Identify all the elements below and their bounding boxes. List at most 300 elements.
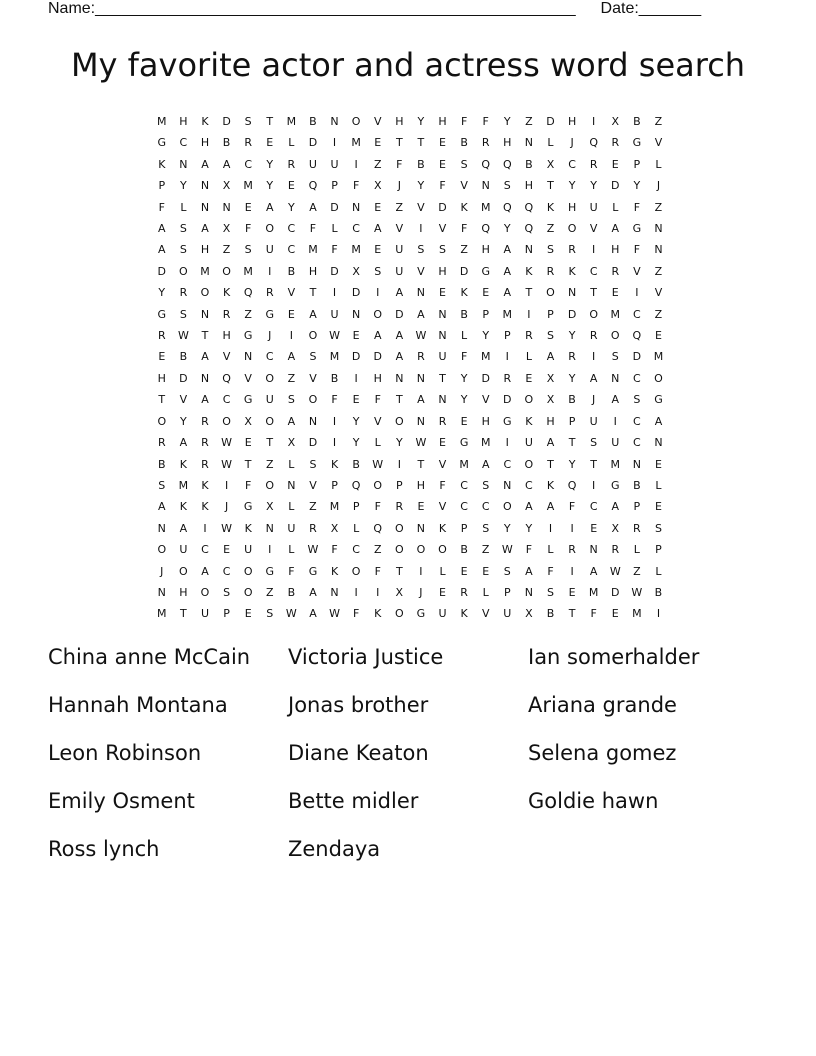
grid-cell[interactable]: P bbox=[633, 500, 641, 514]
grid-cell[interactable]: M bbox=[157, 115, 167, 128]
grid-cell[interactable]: I bbox=[332, 414, 337, 428]
grid-cell[interactable]: N bbox=[524, 136, 533, 150]
grid-cell[interactable]: B bbox=[179, 350, 188, 364]
grid-cell[interactable]: W bbox=[631, 585, 643, 599]
grid-cell[interactable]: M bbox=[157, 607, 167, 621]
grid-cell[interactable]: F bbox=[439, 179, 446, 193]
grid-cell[interactable]: Y bbox=[568, 457, 576, 471]
grid-cell[interactable]: W bbox=[307, 543, 319, 557]
grid-cell[interactable]: I bbox=[224, 478, 229, 492]
grid-cell[interactable]: B bbox=[287, 585, 296, 599]
grid-cell[interactable]: F bbox=[288, 564, 295, 578]
grid-cell[interactable]: T bbox=[590, 286, 598, 300]
grid-cell[interactable]: L bbox=[482, 585, 489, 599]
grid-cell[interactable]: H bbox=[503, 136, 512, 150]
grid-cell[interactable]: E bbox=[611, 286, 619, 300]
grid-cell[interactable]: U bbox=[503, 607, 512, 621]
grid-cell[interactable]: R bbox=[633, 521, 641, 535]
grid-cell[interactable]: E bbox=[654, 329, 662, 343]
grid-cell[interactable]: X bbox=[222, 179, 231, 193]
grid-cell[interactable]: M bbox=[243, 179, 253, 193]
grid-cell[interactable]: S bbox=[287, 393, 295, 407]
grid-cell[interactable]: W bbox=[221, 436, 233, 450]
grid-cell[interactable]: I bbox=[592, 243, 596, 257]
grid-cell[interactable]: S bbox=[309, 457, 317, 471]
grid-cell[interactable]: E bbox=[654, 500, 662, 514]
grid-cell[interactable]: S bbox=[546, 585, 554, 599]
grid-cell[interactable]: A bbox=[309, 200, 317, 214]
grid-cell[interactable]: U bbox=[438, 350, 447, 364]
grid-cell[interactable]: Y bbox=[417, 115, 425, 128]
grid-cell[interactable]: Q bbox=[524, 222, 534, 236]
grid-cell[interactable]: E bbox=[439, 286, 446, 300]
grid-cell[interactable]: T bbox=[525, 286, 533, 300]
grid-cell[interactable]: Y bbox=[525, 521, 533, 535]
grid-cell[interactable]: I bbox=[592, 478, 596, 492]
grid-cell[interactable]: O bbox=[200, 286, 210, 300]
grid-cell[interactable]: K bbox=[330, 564, 339, 578]
grid-cell[interactable]: R bbox=[568, 350, 576, 364]
grid-cell[interactable]: U bbox=[265, 393, 274, 407]
grid-cell[interactable]: D bbox=[632, 350, 642, 364]
grid-cell[interactable]: E bbox=[244, 200, 252, 214]
grid-cell[interactable]: O bbox=[243, 585, 253, 599]
grid-cell[interactable]: B bbox=[222, 136, 231, 150]
grid-cell[interactable]: N bbox=[352, 307, 361, 321]
grid-cell[interactable]: C bbox=[460, 500, 468, 514]
grid-cell[interactable]: G bbox=[481, 264, 490, 278]
grid-cell[interactable]: A bbox=[395, 286, 404, 300]
grid-cell[interactable]: K bbox=[525, 264, 533, 278]
grid-cell[interactable]: M bbox=[243, 264, 253, 278]
grid-cell[interactable]: P bbox=[352, 500, 360, 514]
grid-cell[interactable]: Z bbox=[373, 543, 382, 557]
grid-cell[interactable]: D bbox=[438, 200, 447, 214]
grid-cell[interactable]: R bbox=[589, 329, 598, 343]
grid-cell[interactable]: E bbox=[352, 393, 360, 407]
grid-cell[interactable]: I bbox=[592, 350, 596, 364]
grid-cell[interactable]: C bbox=[633, 436, 641, 450]
grid-cell[interactable]: Y bbox=[568, 371, 576, 385]
grid-cell[interactable]: Q bbox=[481, 222, 491, 236]
grid-cell[interactable]: L bbox=[655, 478, 662, 492]
grid-cell[interactable]: B bbox=[309, 115, 317, 128]
grid-cell[interactable]: Q bbox=[502, 157, 512, 171]
grid-cell[interactable]: A bbox=[503, 264, 512, 278]
grid-cell[interactable]: X bbox=[244, 414, 252, 428]
grid-cell[interactable]: T bbox=[180, 607, 187, 621]
grid-cell[interactable]: O bbox=[394, 414, 404, 428]
grid-cell[interactable]: N bbox=[330, 115, 339, 128]
grid-cell[interactable]: U bbox=[395, 264, 404, 278]
grid-cell[interactable]: L bbox=[331, 222, 338, 236]
grid-cell[interactable]: J bbox=[570, 136, 574, 150]
grid-cell[interactable]: W bbox=[372, 457, 384, 471]
grid-cell[interactable]: C bbox=[589, 264, 598, 278]
grid-cell[interactable]: W bbox=[221, 457, 233, 471]
grid-cell[interactable]: U bbox=[611, 436, 620, 450]
grid-cell[interactable]: Z bbox=[373, 157, 382, 171]
grid-cell[interactable]: H bbox=[567, 200, 577, 214]
grid-cell[interactable]: O bbox=[524, 457, 534, 471]
grid-cell[interactable]: Y bbox=[503, 521, 511, 535]
grid-cell[interactable]: E bbox=[568, 585, 576, 599]
grid-cell[interactable]: S bbox=[158, 478, 166, 492]
grid-cell[interactable]: I bbox=[570, 564, 574, 578]
grid-cell[interactable]: Y bbox=[503, 222, 511, 236]
grid-cell[interactable]: A bbox=[417, 307, 425, 321]
grid-cell[interactable]: O bbox=[308, 393, 318, 407]
grid-cell[interactable]: E bbox=[439, 157, 446, 171]
grid-cell[interactable]: R bbox=[460, 585, 468, 599]
grid-cell[interactable]: B bbox=[568, 393, 576, 407]
grid-cell[interactable]: T bbox=[590, 457, 598, 471]
grid-cell[interactable]: S bbox=[223, 585, 231, 599]
grid-cell[interactable]: E bbox=[244, 436, 252, 450]
grid-cell[interactable]: D bbox=[330, 264, 339, 278]
grid-cell[interactable]: O bbox=[373, 478, 383, 492]
grid-cell[interactable]: V bbox=[417, 200, 425, 214]
grid-cell[interactable]: M bbox=[178, 478, 189, 492]
grid-cell[interactable]: N bbox=[438, 329, 447, 343]
grid-cell[interactable]: T bbox=[395, 393, 403, 407]
grid-cell[interactable]: A bbox=[589, 371, 598, 385]
grid-cell[interactable]: C bbox=[633, 307, 641, 321]
grid-cell[interactable]: O bbox=[502, 500, 512, 514]
grid-cell[interactable]: I bbox=[332, 136, 337, 150]
grid-cell[interactable]: H bbox=[157, 371, 166, 385]
grid-cell[interactable]: A bbox=[395, 350, 404, 364]
grid-cell[interactable]: R bbox=[395, 500, 404, 514]
grid-cell[interactable]: H bbox=[222, 329, 231, 343]
grid-cell[interactable]: U bbox=[330, 157, 339, 171]
grid-cell[interactable]: T bbox=[395, 136, 403, 150]
grid-cell[interactable]: S bbox=[654, 521, 662, 535]
grid-cell[interactable]: N bbox=[589, 543, 598, 557]
grid-cell[interactable]: X bbox=[546, 393, 555, 407]
grid-cell[interactable]: N bbox=[330, 585, 339, 599]
grid-cell[interactable]: N bbox=[416, 286, 426, 300]
grid-cell[interactable]: Z bbox=[481, 543, 490, 557]
grid-cell[interactable]: M bbox=[459, 457, 469, 471]
grid-cell[interactable]: X bbox=[330, 521, 339, 535]
grid-cell[interactable]: H bbox=[395, 115, 404, 128]
grid-cell[interactable]: Q bbox=[222, 371, 231, 385]
grid-cell[interactable]: S bbox=[546, 329, 554, 343]
grid-cell[interactable]: B bbox=[633, 115, 641, 128]
grid-cell[interactable]: M bbox=[200, 264, 210, 278]
grid-cell[interactable]: U bbox=[589, 200, 598, 214]
grid-cell[interactable]: A bbox=[589, 564, 598, 578]
grid-cell[interactable]: D bbox=[546, 115, 555, 128]
grid-cell[interactable]: Z bbox=[287, 371, 296, 385]
grid-cell[interactable]: D bbox=[373, 350, 382, 364]
grid-cell[interactable]: I bbox=[570, 521, 574, 535]
grid-cell[interactable]: Y bbox=[568, 179, 576, 193]
grid-cell[interactable]: M bbox=[588, 585, 599, 599]
grid-cell[interactable]: F bbox=[396, 157, 403, 171]
grid-cell[interactable]: D bbox=[157, 264, 167, 278]
grid-cell[interactable]: H bbox=[308, 264, 318, 278]
grid-cell[interactable]: Z bbox=[395, 200, 404, 214]
grid-cell[interactable]: V bbox=[417, 264, 425, 278]
grid-cell[interactable]: D bbox=[567, 307, 577, 321]
grid-cell[interactable]: O bbox=[222, 414, 231, 428]
grid-cell[interactable]: R bbox=[222, 307, 231, 321]
grid-cell[interactable]: E bbox=[611, 607, 619, 621]
grid-cell[interactable]: C bbox=[201, 543, 209, 557]
grid-cell[interactable]: L bbox=[353, 521, 360, 535]
grid-cell[interactable]: V bbox=[373, 414, 382, 428]
grid-cell[interactable]: Z bbox=[654, 115, 663, 128]
grid-cell[interactable]: O bbox=[524, 393, 534, 407]
grid-cell[interactable]: W bbox=[329, 329, 340, 343]
grid-cell[interactable]: N bbox=[395, 371, 404, 385]
grid-cell[interactable]: A bbox=[179, 436, 188, 450]
grid-cell[interactable]: R bbox=[611, 543, 620, 557]
grid-cell[interactable]: C bbox=[222, 393, 231, 407]
grid-cell[interactable]: L bbox=[461, 329, 468, 343]
grid-cell[interactable]: S bbox=[633, 393, 641, 407]
grid-cell[interactable]: K bbox=[158, 157, 166, 171]
grid-cell[interactable]: N bbox=[654, 222, 663, 236]
grid-cell[interactable]: B bbox=[158, 457, 166, 471]
grid-cell[interactable]: J bbox=[224, 500, 229, 514]
grid-cell[interactable]: L bbox=[180, 200, 187, 214]
grid-cell[interactable]: V bbox=[481, 607, 490, 621]
grid-cell[interactable]: P bbox=[633, 157, 641, 171]
grid-cell[interactable]: V bbox=[373, 115, 382, 128]
grid-cell[interactable]: F bbox=[439, 478, 446, 492]
grid-cell[interactable]: Y bbox=[395, 436, 403, 450]
grid-cell[interactable]: F bbox=[633, 243, 641, 257]
grid-cell[interactable]: I bbox=[505, 350, 509, 364]
grid-cell[interactable]: S bbox=[309, 350, 317, 364]
grid-cell[interactable]: A bbox=[266, 200, 274, 214]
grid-cell[interactable]: Q bbox=[481, 157, 491, 171]
grid-cell[interactable]: V bbox=[222, 350, 231, 364]
grid-cell[interactable]: N bbox=[200, 307, 210, 321]
grid-cell[interactable]: E bbox=[439, 436, 446, 450]
grid-cell[interactable]: N bbox=[200, 200, 210, 214]
grid-cell[interactable]: I bbox=[419, 222, 423, 236]
grid-cell[interactable]: Z bbox=[654, 200, 663, 214]
grid-cell[interactable]: H bbox=[179, 585, 188, 599]
grid-cell[interactable]: R bbox=[417, 350, 425, 364]
grid-cell[interactable]: N bbox=[157, 521, 166, 535]
grid-cell[interactable]: K bbox=[201, 115, 209, 128]
grid-cell[interactable]: D bbox=[308, 436, 318, 450]
grid-cell[interactable]: S bbox=[417, 243, 425, 257]
grid-cell[interactable]: B bbox=[330, 371, 339, 385]
grid-cell[interactable]: J bbox=[592, 393, 596, 407]
grid-cell[interactable]: Y bbox=[180, 179, 187, 193]
grid-cell[interactable]: U bbox=[589, 414, 598, 428]
grid-cell[interactable]: V bbox=[395, 222, 404, 236]
grid-cell[interactable]: E bbox=[374, 136, 382, 150]
grid-cell[interactable]: M bbox=[653, 350, 664, 364]
grid-cell[interactable]: M bbox=[351, 136, 361, 150]
grid-cell[interactable]: T bbox=[266, 436, 274, 450]
grid-cell[interactable]: A bbox=[373, 222, 382, 236]
grid-cell[interactable]: X bbox=[222, 222, 231, 236]
grid-cell[interactable]: H bbox=[546, 414, 555, 428]
grid-cell[interactable]: O bbox=[416, 543, 426, 557]
grid-cell[interactable]: A bbox=[201, 393, 209, 407]
grid-cell[interactable]: Y bbox=[460, 371, 468, 385]
grid-cell[interactable]: O bbox=[157, 543, 167, 557]
grid-cell[interactable]: O bbox=[157, 414, 167, 428]
grid-cell[interactable]: V bbox=[438, 457, 447, 471]
grid-cell[interactable]: H bbox=[200, 243, 210, 257]
grid-cell[interactable]: A bbox=[309, 307, 317, 321]
grid-cell[interactable]: B bbox=[287, 264, 296, 278]
grid-cell[interactable]: F bbox=[245, 222, 252, 236]
grid-cell[interactable]: R bbox=[244, 136, 252, 150]
grid-cell[interactable]: E bbox=[158, 350, 166, 364]
grid-cell[interactable]: Y bbox=[460, 393, 468, 407]
grid-cell[interactable]: A bbox=[525, 500, 533, 514]
grid-cell[interactable]: F bbox=[331, 543, 338, 557]
grid-cell[interactable]: D bbox=[351, 286, 361, 300]
grid-cell[interactable]: Y bbox=[266, 157, 274, 171]
grid-cell[interactable]: V bbox=[309, 371, 317, 385]
grid-cell[interactable]: O bbox=[265, 414, 275, 428]
grid-cell[interactable]: Z bbox=[265, 457, 274, 471]
grid-cell[interactable]: T bbox=[417, 457, 425, 471]
grid-cell[interactable]: X bbox=[373, 179, 382, 193]
grid-cell[interactable]: L bbox=[547, 136, 554, 150]
grid-cell[interactable]: A bbox=[546, 350, 555, 364]
grid-cell[interactable]: E bbox=[374, 243, 382, 257]
grid-cell[interactable]: R bbox=[546, 264, 555, 278]
grid-cell[interactable]: I bbox=[354, 157, 358, 171]
grid-cell[interactable]: L bbox=[633, 543, 640, 557]
grid-cell[interactable]: B bbox=[352, 457, 360, 471]
grid-cell[interactable]: F bbox=[331, 243, 338, 257]
grid-cell[interactable]: K bbox=[244, 521, 252, 535]
grid-cell[interactable]: A bbox=[201, 157, 209, 171]
grid-cell[interactable]: E bbox=[654, 457, 662, 471]
grid-cell[interactable]: Y bbox=[287, 200, 295, 214]
grid-cell[interactable]: A bbox=[201, 222, 209, 236]
grid-cell[interactable]: U bbox=[265, 243, 274, 257]
grid-cell[interactable]: T bbox=[266, 115, 274, 128]
grid-cell[interactable]: D bbox=[222, 115, 231, 128]
grid-cell[interactable]: M bbox=[329, 350, 340, 364]
grid-cell[interactable]: E bbox=[525, 371, 533, 385]
grid-cell[interactable]: G bbox=[265, 564, 275, 578]
grid-cell[interactable]: I bbox=[332, 436, 337, 450]
grid-cell[interactable]: G bbox=[654, 393, 663, 407]
grid-cell[interactable]: H bbox=[179, 115, 188, 128]
grid-cell[interactable]: Y bbox=[352, 436, 360, 450]
grid-cell[interactable]: R bbox=[157, 329, 166, 343]
grid-cell[interactable]: Y bbox=[482, 329, 490, 343]
grid-cell[interactable]: O bbox=[394, 543, 404, 557]
grid-cell[interactable]: U bbox=[524, 436, 533, 450]
grid-cell[interactable]: L bbox=[612, 200, 619, 214]
grid-cell[interactable]: F bbox=[590, 607, 597, 621]
grid-cell[interactable]: Q bbox=[373, 521, 383, 535]
grid-cell[interactable]: I bbox=[419, 564, 423, 578]
grid-cell[interactable]: I bbox=[505, 436, 509, 450]
grid-cell[interactable]: M bbox=[286, 115, 297, 128]
grid-cell[interactable]: P bbox=[331, 478, 338, 492]
grid-cell[interactable]: K bbox=[460, 286, 468, 300]
grid-cell[interactable]: T bbox=[568, 607, 576, 621]
grid-cell[interactable]: V bbox=[244, 371, 252, 385]
grid-cell[interactable]: U bbox=[179, 543, 188, 557]
grid-cell[interactable]: J bbox=[268, 329, 272, 343]
grid-cell[interactable]: A bbox=[611, 500, 620, 514]
grid-cell[interactable]: C bbox=[352, 543, 360, 557]
grid-cell[interactable]: M bbox=[480, 436, 491, 450]
grid-cell[interactable]: K bbox=[438, 521, 447, 535]
grid-cell[interactable]: P bbox=[503, 329, 511, 343]
grid-cell[interactable]: V bbox=[460, 179, 468, 193]
grid-cell[interactable]: D bbox=[611, 179, 620, 193]
grid-cell[interactable]: X bbox=[525, 607, 533, 621]
name-blank[interactable]: ______________________________________________________ bbox=[95, 0, 576, 17]
grid-cell[interactable]: M bbox=[351, 243, 361, 257]
grid-cell[interactable]: X bbox=[352, 264, 360, 278]
grid-cell[interactable]: N bbox=[157, 585, 166, 599]
grid-cell[interactable]: N bbox=[265, 521, 274, 535]
grid-cell[interactable]: J bbox=[397, 179, 401, 193]
grid-cell[interactable]: L bbox=[288, 136, 295, 150]
grid-cell[interactable]: W bbox=[415, 436, 427, 450]
grid-cell[interactable]: M bbox=[308, 243, 318, 257]
grid-cell[interactable]: C bbox=[222, 564, 231, 578]
grid-cell[interactable]: V bbox=[309, 478, 317, 492]
grid-cell[interactable]: O bbox=[373, 307, 383, 321]
grid-cell[interactable]: X bbox=[546, 157, 555, 171]
grid-cell[interactable]: E bbox=[439, 585, 446, 599]
grid-cell[interactable]: I bbox=[289, 329, 293, 343]
grid-cell[interactable]: C bbox=[244, 157, 253, 171]
grid-cell[interactable]: X bbox=[395, 585, 404, 599]
grid-cell[interactable]: A bbox=[525, 564, 533, 578]
grid-cell[interactable]: Y bbox=[266, 179, 274, 193]
grid-cell[interactable]: R bbox=[503, 371, 512, 385]
grid-cell[interactable]: O bbox=[179, 264, 188, 278]
grid-cell[interactable]: Q bbox=[567, 478, 577, 492]
grid-cell[interactable]: N bbox=[503, 478, 512, 492]
grid-cell[interactable]: C bbox=[265, 350, 274, 364]
grid-cell[interactable]: L bbox=[288, 543, 295, 557]
grid-cell[interactable]: A bbox=[503, 286, 512, 300]
grid-cell[interactable]: N bbox=[654, 436, 663, 450]
grid-cell[interactable]: R bbox=[525, 329, 533, 343]
grid-cell[interactable]: M bbox=[610, 457, 621, 471]
grid-cell[interactable]: B bbox=[417, 157, 425, 171]
grid-cell[interactable]: R bbox=[201, 457, 209, 471]
grid-cell[interactable]: H bbox=[611, 243, 620, 257]
grid-cell[interactable]: N bbox=[524, 585, 533, 599]
grid-cell[interactable]: D bbox=[351, 350, 361, 364]
grid-cell[interactable]: N bbox=[287, 478, 296, 492]
grid-cell[interactable]: A bbox=[201, 564, 209, 578]
grid-cell[interactable]: S bbox=[179, 307, 187, 321]
grid-cell[interactable]: O bbox=[351, 564, 361, 578]
grid-cell[interactable]: A bbox=[158, 243, 166, 257]
grid-cell[interactable]: A bbox=[287, 350, 296, 364]
grid-cell[interactable]: O bbox=[222, 264, 231, 278]
grid-cell[interactable]: E bbox=[223, 543, 231, 557]
grid-cell[interactable]: Z bbox=[222, 243, 231, 257]
grid-cell[interactable]: B bbox=[546, 607, 555, 621]
